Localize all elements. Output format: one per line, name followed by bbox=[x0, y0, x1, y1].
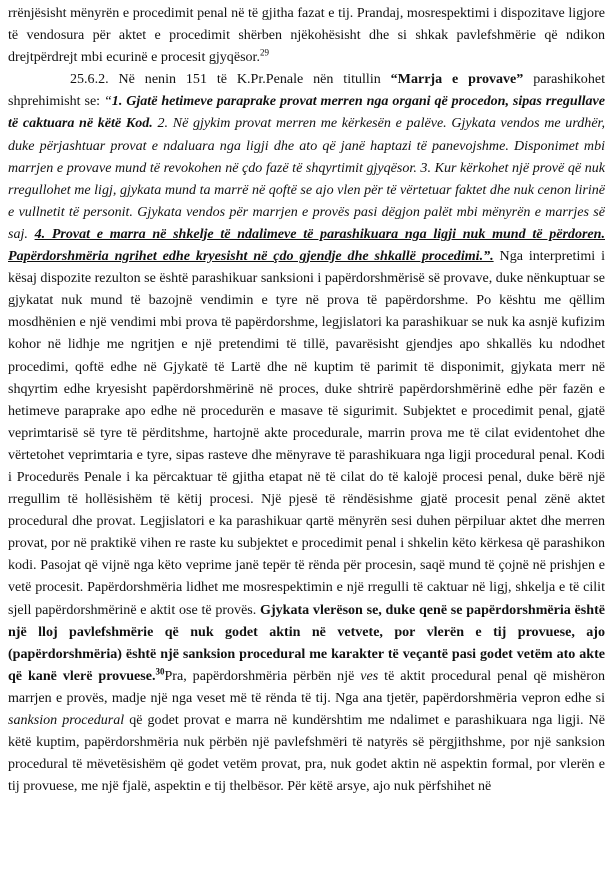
tail-sanksion: sanksion procedural bbox=[8, 712, 125, 728]
footnote-ref-29[interactable]: 29 bbox=[259, 47, 269, 58]
intro-text: rrënjësisht mënyrën e procedimit penal në të gjitha fazat e tij. Prandaj, mosrespektimi i dispozitave ligjore të vendosura për aktet e procedimit shërben njëkohësisht dhe si shkak pavlefshmërie që ndikon drejtpërdrejt mbi ecurinë e procesit gjyqësor. bbox=[8, 5, 605, 66]
paragraph-intro bbox=[8, 2, 605, 68]
interpretation-text: Nga interpretimi i kësaj dispozite rezulton se është parashikuar sanksioni i papërdorshmërisë së provave, duke nënkuptuar se gjykatat nuk mund të bazojnë vendimin e tyre në prova të papërdorshme. Po kështu me qëllim mosdhënien e një vendimi mbi prova të papërdorshme, legjislatori ka parashikuar se nuk ka asnjë kufizim kohor në lidhje me ngritjen e një pretendimi të tillë, pavarësisht gjendjes apo shkallës ku ndodhet procedimi, qoftë edhe në Gjykatë të Lartë dhe në kuptim të parimit të disponimit, gjykata merr në shqyrtim edhe kryesisht papërdorshmërinë në proces, duke shtrirë papërdorshmërinë edhe për fazën e hetimeve paraprake apo edhe në procedurën e masave të sigurimit. Subjektet e procedimit penal, gjatë veprimtarisë së tyre të përditshme, hartojnë akte procedurale, marrin prova me të cilat evidentohet dhe vërtetohet veprimtaria e tyre, sipas rasteve dhe mënyrave të parashikuara nga ligji procedural penal. Kodi i Procedurës Penale i ka përcaktuar të gjitha etapat në të cilat do të kalojë procesi penal, duke bërë një rregullim të hollësishëm të këtij procesi. Një pjesë të rëndësishme gjatë procesit penal zënë aktet procedural dhe provat. Legjislatori e ka parashikuar qartë mënyrën sesi duhen përpiluar aktet dhe merren provat, por në praktikë vihen re raste ku subjektet e procedimit penal i shkelin këto kërkesa që parashikon kodi. Pasojat që vijnë nga këto veprime janë tepër të rënda për procesin, saqë mund të çojnë në prishjen e vetë procesit. Papërdorshmëria lidhet me mosrespektimin e një rregulli të caktuar në ligj, shkelja e të cilit sjell papërdorshmërinë e aktit ose të provës. bbox=[8, 248, 606, 618]
quote-point-4: 4. Provat e marra në shkelje të ndalimeve të parashikuara nga ligji nuk mund të përdoren. Papërdorshmëria ngrihet edhe kryesisht në çdo gjendje dhe shkallë procedimi.”. bbox=[8, 225, 605, 265]
section-intro: 25.6.2. Në nenin 151 të K.Pr.Penale nën titullin bbox=[70, 71, 391, 88]
after-title: parashikohet shprehimisht se: bbox=[8, 71, 605, 110]
article-title: “Marrja e provave” bbox=[390, 71, 524, 88]
quote-point-1: 1. Gjatë hetimeve paraprake provat merren nga organi që procedon, sipas rregullave të caktuara në këtë Kod. bbox=[8, 93, 605, 132]
footnote-ref-30[interactable]: 30 bbox=[155, 666, 165, 677]
tail-text-1: Pra, papërdorshmëria përbën një bbox=[164, 667, 361, 684]
paragraph-25-6-2 bbox=[8, 68, 605, 797]
tail-text-2: të aktit procedural penal që mishëron marrjen e provës, madje një nga veset më të rënda të tij. Nga ana tjetër, papërdorshmëria vepron edhe si bbox=[8, 667, 605, 706]
tail-text-3: që godet provat e marra në kundërshtim me ndalimet e parashikuara nga ligji. Në këtë kuptim, papërdorshmëria nuk përbën një pavlefshmëri të natyrës së përgjithshme, por një sanksion procedural të mëvetësishëm që godet vetëm provat, pra, nuk godet aktin në aspektin formal, por vlerën e tij provuese, me një fjalë, aspektin e tij thelbësor. Për këtë arsye, ajo nuk përfshihet në bbox=[8, 712, 605, 795]
quote-open: “ bbox=[103, 93, 112, 110]
quote-points-2-3: 2. Në gjykim provat merren me kërkesën e palëve. Gjykata vendos me urdhër, duke përjashtuar provat e ndaluara nga ligji dhe ato që janë haptazi të panevojshme. Disponimet mbi marrjen e provave mund të revokohen në çdo fazë të shqyrtimit gjyqësor. 3. Kur kërkohet një provë që nuk rregullohet me ligj, gjykata mund ta marrë në qoftë se ajo vlen për të vërtetuar faktet dhe nuk cenon lirinë e vullnetit të personit. Gjykata vendos për marrjen e provës pasi dëgjon palët mbi mënyrën e marrjes së saj. bbox=[8, 115, 605, 242]
court-assessment: Gjykata vlerëson se, duke qenë se papërdorshmëria është një lloj pavlefshmërie që nuk godet aktin në vetvete, por vlerën e tij provuese, ajo (papërdorshmëria) është një sanksion procedural me karakter të veçantë pasi godet vetëm ato akte që kanë vlerë provuese. bbox=[8, 601, 605, 684]
tail-ves: ves bbox=[360, 667, 379, 684]
